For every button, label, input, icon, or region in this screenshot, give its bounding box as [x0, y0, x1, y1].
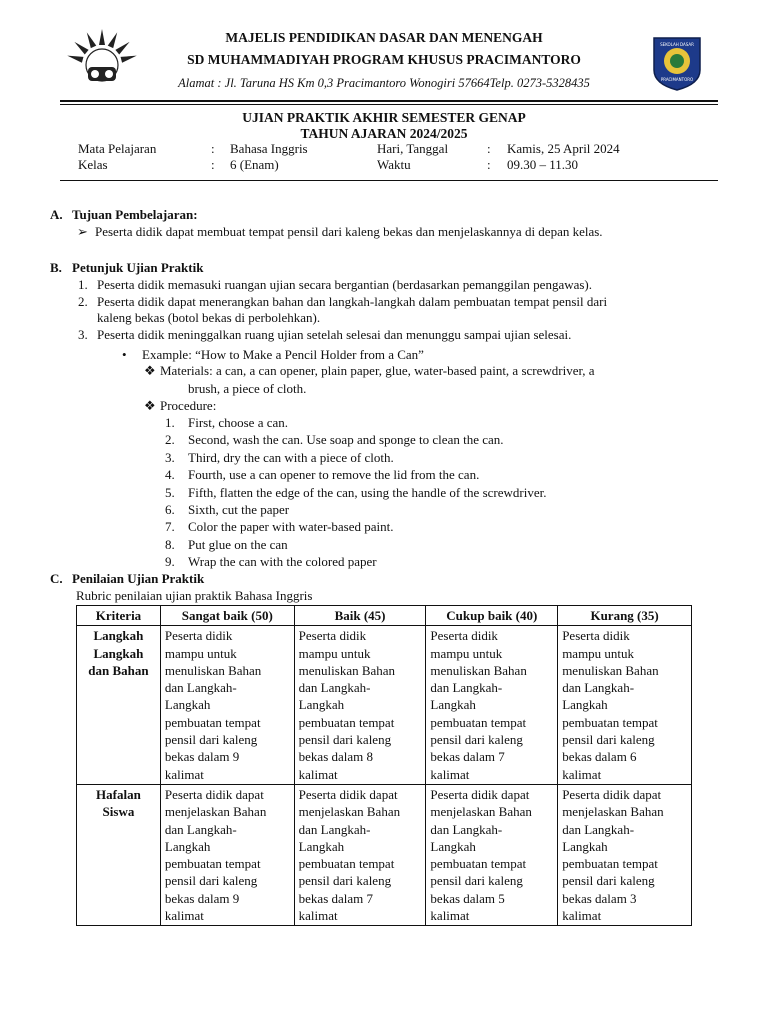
bullet-dot-icon: • — [122, 347, 127, 362]
cell-text: bekas dalam 3 — [562, 890, 637, 906]
cell-text: Langkah — [164, 697, 211, 713]
cell-text: pensil dari kaleng — [430, 732, 523, 748]
cell-text: menjelaskan Bahan — [298, 804, 401, 820]
diamond-bullet-icon: ❖ — [144, 398, 156, 413]
criterion-text: dan Bahan — [88, 662, 149, 678]
header-divider-thin — [60, 104, 718, 105]
step-number: 1. — [165, 415, 175, 430]
table-cell — [294, 626, 426, 785]
cell-text: Peserta didik dapat — [430, 786, 530, 802]
cell-text: pembuatan tempat — [562, 714, 658, 730]
cell-text: kalimat — [298, 908, 338, 924]
day-label: Hari, Tanggal — [377, 141, 449, 156]
instruction-2-line1: Peserta didik dapat menerangkan bahan dan langkah-langkah dalam pembuatan tempat pensil dari — [97, 294, 608, 309]
cell-text: menuliskan Bahan — [430, 662, 527, 678]
cell-text: mampu untuk — [430, 645, 503, 661]
section-a-marker: A. — [50, 207, 63, 222]
cell-text: mampu untuk — [562, 645, 635, 661]
cell-text: Peserta didik — [164, 628, 233, 644]
table-cell — [160, 626, 294, 785]
table-cell — [426, 784, 558, 925]
table-cell — [558, 784, 692, 925]
cell-text: dan Langkah- — [430, 680, 503, 696]
instruction-1: Peserta didik memasuki ruangan ujian secara bergantian (berdasarkan pemanggilan pengawas). — [97, 277, 593, 292]
colon: : — [487, 141, 491, 156]
time-label: Waktu — [377, 157, 411, 172]
step-number: 5. — [165, 485, 175, 500]
cell-text: kalimat — [164, 908, 204, 924]
step-number: 8. — [165, 537, 175, 552]
section-a-title: Tujuan Pembelajaran: — [72, 207, 198, 222]
cell-text: kalimat — [298, 766, 338, 782]
cell-text: dan Langkah- — [562, 680, 635, 696]
table-cell — [294, 784, 426, 925]
step-number: 3. — [165, 450, 175, 465]
cell-text: pembuatan tempat — [298, 856, 395, 872]
criterion-cell — [77, 784, 161, 925]
list-number: 3. — [78, 327, 88, 342]
cell-text: pensil dari kaleng — [562, 732, 655, 748]
cell-text: bekas dalam 5 — [430, 890, 505, 906]
cell-text: dan Langkah- — [164, 821, 237, 837]
colon: : — [487, 157, 491, 172]
step-text: Wrap the can with the colored paper — [188, 554, 377, 569]
instruction-3: Peserta didik meninggalkan ruang ujian setelah selesai dan menunggu sampai ujian selesai. — [97, 327, 572, 342]
materials-line2: brush, a piece of cloth. — [188, 381, 307, 396]
step-number: 9. — [165, 554, 175, 569]
cell-text: dan Langkah- — [164, 680, 237, 696]
class-value: 6 (Enam) — [230, 157, 279, 172]
table-row — [77, 784, 692, 925]
example-title: Example: “How to Make a Pencil Holder from a Can” — [142, 347, 424, 362]
step-number: 2. — [165, 432, 175, 447]
cell-text: menjelaskan Bahan — [164, 804, 267, 820]
cell-text: Peserta didik dapat — [164, 786, 264, 802]
cell-text: pembuatan tempat — [298, 714, 395, 730]
cell-text: dan Langkah- — [430, 821, 503, 837]
cell-text: dan Langkah- — [298, 821, 371, 837]
cell-text: pembuatan tempat — [164, 714, 261, 730]
cell-text: Langkah — [562, 697, 608, 713]
cell-text: pembuatan tempat — [430, 856, 527, 872]
colon: : — [211, 157, 215, 172]
section-c-title: Penilaian Ujian Praktik — [72, 571, 205, 586]
cell-text: kalimat — [430, 766, 470, 782]
table-cell — [160, 784, 294, 925]
cell-text: menuliskan Bahan — [164, 662, 262, 678]
cell-text: bekas dalam 9 — [164, 890, 240, 906]
cell-text: Langkah — [430, 838, 476, 854]
column-header: Kriteria — [77, 606, 161, 626]
rubric-intro: Rubric penilaian ujian praktik Bahasa Inggris — [76, 588, 313, 603]
cell-text: pensil dari kaleng — [298, 732, 392, 748]
arrow-bullet-icon: ➢ — [77, 224, 88, 239]
header-institution-line: MAJELIS PENDIDIKAN DASAR DAN MENENGAH — [225, 30, 543, 45]
cell-text: kalimat — [430, 908, 470, 924]
step-text: Fourth, use a can opener to remove the lid from the can. — [188, 467, 480, 482]
cell-text: pensil dari kaleng — [562, 873, 655, 889]
cell-text: dan Langkah- — [562, 821, 635, 837]
cell-text: pembuatan tempat — [164, 856, 261, 872]
cell-text: bekas dalam 9 — [164, 749, 240, 765]
criterion-text: Hafalan — [96, 786, 141, 802]
procedure-label: Procedure: — [160, 398, 217, 413]
header-school-name: SD MUHAMMADIYAH PROGRAM KHUSUS PRACIMANTORO — [187, 52, 581, 67]
cell-text: Peserta didik — [298, 628, 367, 644]
cell-text: pembuatan tempat — [562, 856, 658, 872]
cell-text: kalimat — [562, 766, 602, 782]
criterion-text: Langkah — [93, 628, 144, 644]
header-address: Alamat : Jl. Taruna HS Km 0,3 Pracimantoro Wonogiri 57664Telp. 0273-5328435 — [178, 76, 590, 90]
cell-text: pembuatan tempat — [430, 714, 527, 730]
cell-text: pensil dari kaleng — [430, 873, 523, 889]
column-header: Cukup baik (40) — [426, 606, 558, 626]
step-text: Put glue on the can — [188, 537, 288, 552]
cell-text: bekas dalam 8 — [298, 749, 374, 765]
school-badge-icon — [650, 34, 704, 92]
cell-text: kalimat — [562, 908, 602, 924]
instruction-2-line2: kaleng bekas (botol bekas di perbolehkan). — [97, 310, 321, 325]
cell-text: menjelaskan Bahan — [430, 804, 532, 820]
section-c-marker: C. — [50, 571, 63, 586]
cell-text: Peserta didik — [430, 628, 498, 644]
cell-text: menuliskan Bahan — [562, 662, 659, 678]
section-b-marker: B. — [50, 260, 62, 275]
table-cell — [426, 626, 558, 785]
table-header-row — [77, 606, 692, 626]
rubric-table — [76, 605, 692, 926]
cell-text: Langkah — [430, 697, 476, 713]
cell-text: pensil dari kaleng — [164, 732, 258, 748]
subject-label: Mata Pelajaran — [78, 141, 157, 156]
step-text: First, choose a can. — [188, 415, 289, 430]
column-header: Sangat baik (50) — [160, 606, 294, 626]
colon: : — [211, 141, 215, 156]
cell-text: Langkah — [164, 838, 211, 854]
cell-text: menjelaskan Bahan — [562, 804, 664, 820]
cell-text: mampu untuk — [164, 645, 237, 661]
time-value: 09.30 – 11.30 — [507, 157, 579, 172]
column-header: Baik (45) — [294, 606, 426, 626]
step-number: 7. — [165, 519, 175, 534]
cell-text: dan Langkah- — [298, 680, 371, 696]
step-number: 4. — [165, 467, 175, 482]
criterion-text: Langkah — [93, 645, 144, 661]
cell-text: kalimat — [164, 766, 204, 782]
cell-text: Langkah — [298, 838, 345, 854]
header-divider-thick — [60, 100, 718, 102]
step-text: Color the paper with water-based paint. — [188, 519, 394, 534]
section-a-item: Peserta didik dapat membuat tempat pensil dari kaleng bekas dan menjelaskannya di depan kelas. — [95, 224, 603, 239]
class-label: Kelas — [78, 157, 108, 172]
section-b-title: Petunjuk Ujian Praktik — [72, 260, 204, 275]
column-header: Kurang (35) — [558, 606, 692, 626]
list-number: 2. — [78, 294, 88, 309]
step-number: 6. — [165, 502, 175, 517]
cell-text: Langkah — [562, 838, 608, 854]
cell-text: bekas dalam 6 — [562, 749, 637, 765]
step-text: Second, wash the can. Use soap and sponge to clean the can. — [188, 432, 504, 447]
cell-text: bekas dalam 7 — [298, 890, 374, 906]
step-text: Sixth, cut the paper — [188, 502, 290, 517]
criterion-cell — [77, 626, 161, 785]
exam-title: UJIAN PRAKTIK AKHIR SEMESTER GENAP — [242, 110, 526, 125]
cell-text: Peserta didik — [562, 628, 630, 644]
svg-text:SEKOLAH DASAR: SEKOLAH DASAR — [660, 42, 694, 47]
step-text: Fifth, flatten the edge of the can, using the handle of the screwdriver. — [188, 485, 547, 500]
cell-text: menuliskan Bahan — [298, 662, 396, 678]
criterion-text: Siswa — [102, 804, 135, 820]
cell-text: pensil dari kaleng — [164, 873, 258, 889]
day-value: Kamis, 25 April 2024 — [507, 141, 620, 156]
exam-year: TAHUN AJARAN 2024/2025 — [300, 126, 468, 141]
materials-line1: Materials: a can, a can opener, plain paper, glue, water-based paint, a screwdriver, a — [160, 363, 595, 378]
cell-text: mampu untuk — [298, 645, 371, 661]
cell-text: Langkah — [298, 697, 345, 713]
list-number: 1. — [78, 277, 88, 292]
meta-divider — [60, 180, 718, 181]
step-text: Third, dry the can with a piece of cloth. — [188, 450, 394, 465]
svg-text:PRACIMANTORO: PRACIMANTORO — [660, 77, 694, 82]
diamond-bullet-icon: ❖ — [144, 363, 156, 378]
cell-text: bekas dalam 7 — [430, 749, 505, 765]
cell-text: pensil dari kaleng — [298, 873, 392, 889]
table-cell — [558, 626, 692, 785]
subject-value: Bahasa Inggris — [230, 141, 308, 156]
table-row — [77, 626, 692, 785]
cell-text: Peserta didik dapat — [562, 786, 662, 802]
cell-text: Peserta didik dapat — [298, 786, 398, 802]
